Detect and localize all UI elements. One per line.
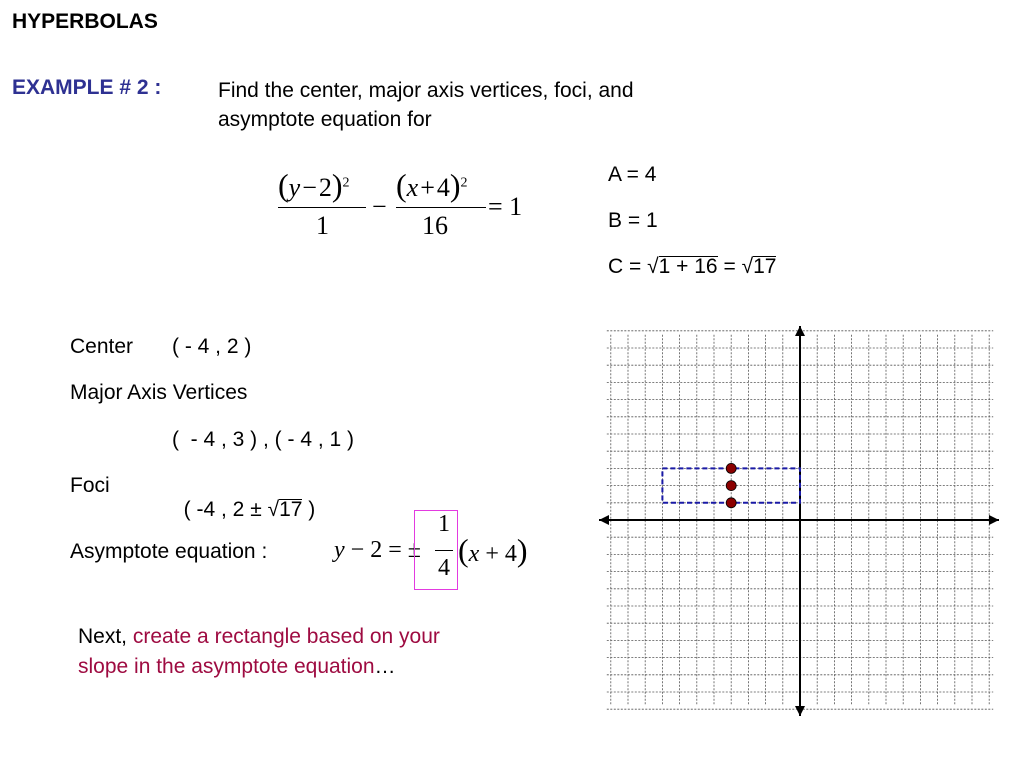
eq-var-y: y <box>288 173 301 202</box>
asym-var-x: x <box>468 541 480 567</box>
eq-denominator-1: 1 <box>316 211 329 240</box>
asym-lhs-rest: − 2 = ± <box>344 537 421 563</box>
next-highlight-2: slope in the asymptote equation <box>78 655 375 678</box>
slope-highlight-box <box>414 510 458 590</box>
asym-slope-num: 1 <box>438 511 450 537</box>
foci-prefix: ( -4 , 2 ± <box>183 498 268 521</box>
eq-const-1: 2 <box>318 173 332 202</box>
value-c <box>608 255 776 279</box>
vertex-point <box>726 498 736 508</box>
sqrt-symbol: √ <box>647 255 659 278</box>
example-prompt <box>218 76 634 134</box>
value-c-prefix: C = <box>608 255 648 278</box>
y-axis-arrow-down <box>795 706 805 716</box>
eq-paren-open-1: ( <box>278 167 289 203</box>
next-instruction <box>78 622 440 682</box>
x-axis-arrow-right <box>989 515 999 525</box>
example-label: EXAMPLE # 2 : <box>12 76 162 99</box>
asym-rhs <box>458 532 528 569</box>
foci-radicand: 17 <box>279 498 303 521</box>
eq-rhs: = 1 <box>488 192 523 221</box>
eq-fraction-bar-1 <box>278 207 366 208</box>
asym-lhs <box>334 537 421 564</box>
eq-paren-open-2: ( <box>396 167 407 203</box>
eq-minus: − <box>372 192 387 221</box>
hyperbola-equation <box>276 165 536 245</box>
eq-numerator-2 <box>396 167 468 204</box>
asym-slope-den: 4 <box>438 555 450 581</box>
eq-op-2: + <box>420 173 435 202</box>
eq-paren-close-2: ) <box>449 167 461 203</box>
value-c-result: 17 <box>753 255 777 278</box>
coordinate-graph <box>595 322 1005 720</box>
eq-numerator-1 <box>278 167 350 204</box>
sqrt-symbol-3: √ <box>267 498 280 521</box>
asym-rhs-rest: + 4 <box>479 541 517 567</box>
center-point <box>726 481 736 491</box>
foci-label: Foci <box>70 474 110 497</box>
eq-fraction-bar-2 <box>396 207 486 208</box>
center-value: ( - 4 , 2 ) <box>172 335 252 358</box>
vertex-point <box>726 463 736 473</box>
asymptote-label: Asymptote equation : <box>70 540 268 563</box>
page-title: HYPERBOLAS <box>12 10 158 33</box>
eq-const-2: 4 <box>436 173 450 202</box>
eq-op-1: − <box>302 173 317 202</box>
example-prompt-line1: Find the center, major axis vertices, foci, and <box>218 79 634 102</box>
value-c-equals: = <box>717 255 742 278</box>
asym-var-y: y <box>334 537 345 563</box>
foci-suffix: ) <box>302 498 316 521</box>
eq-var-x: x <box>406 173 419 202</box>
sqrt-symbol-2: √ <box>741 255 754 278</box>
next-line-1 <box>78 622 440 652</box>
eq-denominator-2: 16 <box>422 211 448 240</box>
center-label: Center <box>70 335 134 358</box>
eq-exp-1: 2 <box>342 175 350 191</box>
foci-value <box>172 474 315 522</box>
eq-paren-close-1: ) <box>331 167 343 203</box>
next-ellipsis: … <box>374 655 396 678</box>
asym-paren-close: ) <box>516 532 528 568</box>
example-prompt-line2: asymptote equation for <box>218 108 432 131</box>
value-a: A = 4 <box>608 163 657 186</box>
vertices-value: ( - 4 , 3 ) , ( - 4 , 1 ) <box>172 428 355 451</box>
eq-exp-2: 2 <box>460 175 468 191</box>
next-line-2 <box>78 652 440 682</box>
vertices-label: Major Axis Vertices <box>70 381 248 404</box>
value-b: B = 1 <box>608 209 658 232</box>
value-c-radicand: 1 + 16 <box>658 255 718 278</box>
next-prefix: Next, <box>78 625 133 648</box>
x-axis-arrow-left <box>599 515 609 525</box>
asym-paren-open: ( <box>458 532 469 568</box>
next-highlight-1: create a rectangle based on your <box>132 625 440 648</box>
